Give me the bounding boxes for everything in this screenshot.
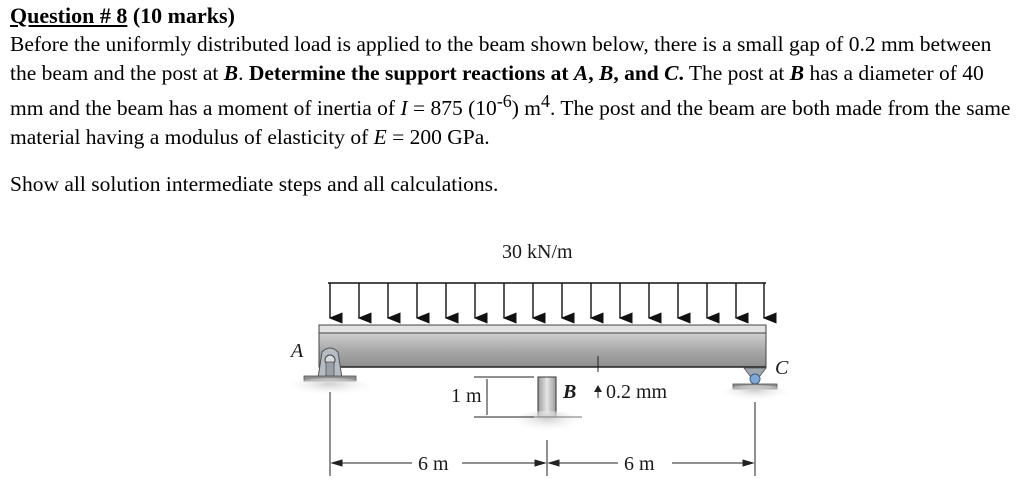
ground-C <box>721 385 789 403</box>
para-text-5: = 875 (10 <box>407 96 497 121</box>
label-B: B <box>563 381 577 403</box>
task-var-B: B <box>598 60 614 85</box>
para-var-B-2: B <box>789 60 805 85</box>
beam <box>319 325 766 367</box>
para-text-3: The post at <box>683 60 790 85</box>
para-text-7: . The post and the beam are both made from the same material having a modulus of elasticity of <box>10 96 1011 149</box>
task-sep-1: , <box>588 60 599 85</box>
task-text: Determine the support reactions at <box>248 60 574 85</box>
load-arrows <box>330 283 764 318</box>
para-text-2: . <box>238 60 249 85</box>
para-text-8: = 200 GPa. <box>386 124 490 149</box>
para-text-4: has a diameter of 40 mm and the beam has a moment of inertia of <box>10 60 984 121</box>
gap-label: 0.2 mm <box>606 381 668 403</box>
task-dot: . <box>678 60 684 85</box>
question-marks: (10 marks) <box>127 3 235 28</box>
label-C: C <box>775 357 789 379</box>
label-A: A <box>291 340 304 362</box>
ground-B <box>513 411 581 435</box>
para-var-I: I <box>400 96 408 121</box>
para-exponent-2: 4 <box>541 91 550 111</box>
post-length-label: 1 m <box>451 385 482 407</box>
para-text-1: Before the uniformly distributed load is applied to the beam shown below, there is a small gap of 0.2 mm between the beam and the post at <box>10 32 992 85</box>
span-right-label: 6 m <box>624 453 655 475</box>
question-number: Question # 8 <box>10 3 128 28</box>
instructions: Show all solution intermediate steps and all calculations. <box>10 172 499 196</box>
task-sep-2: , and <box>613 60 665 85</box>
task-var-C: C <box>664 60 679 85</box>
post-height-dimension <box>474 377 534 417</box>
para-var-B: B <box>223 60 239 85</box>
task-var-A: A <box>573 60 589 85</box>
para-text-6: ) m <box>511 96 541 121</box>
para-exponent: -6 <box>496 91 512 111</box>
span-left-label: 6 m <box>418 453 449 475</box>
load-label: 30 kN/m <box>502 241 573 263</box>
para-var-E: E <box>373 124 387 149</box>
